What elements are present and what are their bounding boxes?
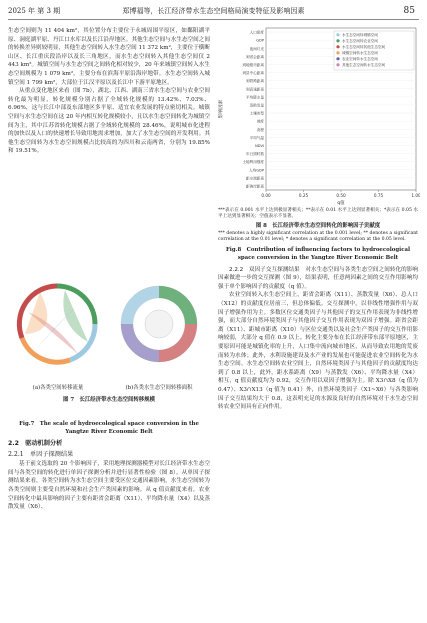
- subcaption-b: (b)各类水生态空间转移面积: [125, 385, 193, 391]
- legend-marker: [336, 51, 339, 54]
- legend-marker: [336, 63, 339, 66]
- paragraph: [218, 266, 418, 292]
- y-tick-label: 蒸散发量: [249, 103, 264, 108]
- left-column: [8, 27, 210, 156]
- page-header: [0, 0, 427, 22]
- figure-8-caption-cn: 图 8 长江经济带水生态空间转化的影响因子贡献度: [255, 222, 381, 229]
- factor-contribution-chart: [216, 24, 420, 208]
- legend-label: 水生态空间转农业空间: [342, 39, 378, 43]
- section-heading-2-2-2: 2.2.2 双因子交互探测结果: [229, 266, 300, 273]
- x-tick-label: 0.50: [336, 193, 346, 198]
- y-tick-label: 到铁路距离: [246, 79, 264, 84]
- y-tick-label: GDP: [256, 38, 264, 43]
- y-tick-label: 年日照时数: [246, 152, 264, 157]
- y-tick-label: 人口密度: [249, 30, 264, 35]
- journal-issue: 2025 年 第 3 期: [8, 7, 61, 15]
- right-column: [218, 208, 418, 412]
- x-tick-label: 0.75: [373, 193, 384, 198]
- y-tick-label: 平均气温: [249, 135, 264, 140]
- y-tick-label: 夜间灯光: [249, 46, 264, 51]
- y-tick-label: 高程: [256, 127, 264, 132]
- legend-label: 水生态空间转其他生态空间: [342, 45, 386, 49]
- figure-7-caption-en: Fig.7 The scale of hydroecological space conversion in the Yangtze River Economic Belt: [19, 421, 199, 435]
- y-tick-label: NDVI: [255, 143, 264, 148]
- legend-label: 城镇空间转水生态空间: [342, 51, 378, 55]
- paragraph-text: 对水生态空间与各类生态空间之间转化的影响因素做进一步的交互探测（图 9），结果表明，任意两因素之间的交互作用影响均强于单个影响因子的贡献度（q 值）。: [218, 266, 418, 290]
- legend-marker: [336, 39, 339, 42]
- y-tick-label: 到地级市距离: [242, 62, 264, 67]
- section-heading-2-2-1: 2.2.1 单因子探测结果: [8, 450, 74, 458]
- y-tick-label: 到县中心距离: [242, 71, 264, 76]
- y-tick-label: 土壤类型: [249, 111, 264, 116]
- legend-label: 农业空间转水生态空间: [342, 57, 378, 61]
- legend-marker: [336, 57, 339, 60]
- figure-7: [8, 272, 210, 420]
- chord-diagram: [10, 272, 105, 382]
- y-tick-label: 土地利用强度: [242, 160, 264, 165]
- legend-label: 水生态空间转城镇空间: [342, 33, 378, 37]
- y-tick-label: 人均GDP: [249, 168, 264, 173]
- y-tick-label: 到高速距离: [246, 87, 264, 92]
- figure-8-note-cn: ***表示在 0.001 水平上达到极显著相关；**表示在 0.01 水平上达到显著相关；*表示在 0.05 水平上达到显著相关；空值表示不显著。: [218, 208, 418, 220]
- y-tick-label: 到省会距离: [246, 54, 264, 59]
- y-tick-label: 距海岸距离: [246, 184, 264, 189]
- legend-label: 其他生态空间转水生态空间: [342, 63, 386, 67]
- figure-8-note-en: *** denotes a highly significant correlation at the 0.001 level; ** denotes a significant correlation at the 0.01 level; * denotes a significant correlation at the 0.05 level.: [218, 230, 418, 243]
- conversion-area-chart: [110, 272, 208, 382]
- x-axis-label: q值: [337, 201, 345, 206]
- legend-marker: [336, 45, 339, 48]
- figure-8-caption-en: Fig.8 Contribution of influencing factors to hydroecological space conversion in the Yangtze River Economic Belt: [225, 246, 411, 261]
- subcaption-a: (a)各类空间转移流量: [32, 385, 84, 391]
- x-tick-label: 1.00: [411, 193, 420, 198]
- y-axis-label: 影响因素: [219, 99, 224, 119]
- paragraph: 从重点变化地区来看（图 7b），湖北、江西、湖南三省水生态空间与农业空间转化最为明显，转化规模分别占据了全域转化规模的 13.42%、7.03%、6.96%，这与长江中部及东部地区多平原、适宜农业发展的特点密切相关。城镇空间与水生态空间在这 20 年内相互转化规模较小，且以水生态空间转化为城镇空间为主，其中江苏省转化规模占据了全域转化规模的 28.46%，说明城市化进程的加快以及人口的快速增长导致用地需求增加，加大了水生态空间的开发利用。其他生态空间转为水生态空间规模占比较高的为四川和云南两省，分别为 19.85% 和 19.51%。: [8, 88, 210, 155]
- y-tick-label: 平均降水量: [246, 95, 264, 100]
- x-tick-label: 0.00: [261, 193, 271, 198]
- legend-marker: [336, 33, 339, 36]
- figure-8: [216, 24, 420, 208]
- paragraph: 农业空间转入水生态空间上，距省会距离（X11）、蒸散发量（X6）、总人口（X12）的贡献度位居前三，但总体偏低。交互探测中，以非线性增强作用与双因子增强作用为主。多数区位交通类因子与其他因子的交互作用表现为非线性增强，而大部分自然环境类因子与其他因子交互作用表现为双因子增强。距省会距离（X11）、距城市距离（X10）与区位交通类以及社会生产类因子的交互作用影响较弱，大部分 q 值在 0.9 以上。转化主要分布在长江经济带东部平原地区，主要原因可能是城镇化率的上升，人口集中流向城市地区，从而导致农用地的荒废而转为水体；此外，水利设施建设及水产业的发展也可能促进农业空间转化为水生态空间。水生态空间转农业空间上，自然环境类因子与其他因子的贡献度均达到了 0.8 以上，此外，距水系距离（X9）与蒸散发（X6）、平均降水量（X4）相互，q 值贡献度均为 0.92，交互作用以双因子增强为主。除 X3∩X8（q 值为 0.47）、X3∩X13（q 值为 0.41）外，自然环境类因子（X1~X6）与各类影响因子交互结果均大于 0.8，这表明充足的水源及良好的自然环境对于水生态空间转农业空间具有正向作用。: [218, 292, 418, 411]
- figure-7-caption-cn: 图 7 长江经济带水生态空间转移规模: [63, 397, 155, 403]
- header-rule: [8, 19, 419, 20]
- paragraph: 生态空间则为 11 404 km²，其位置分布主要位于永城周围平原区，如鄱阳湖平原、洞庭湖平原、丹江口水库以及长江沿岸地区。其他生态空间与水生态空间之间的转换差异则较明显，其他生态空间转入水生态空间 11 372 km²，主要位于横断山区、长江重庆段沿岸以及长三角地区，而水生态空间转入其他生态空间仅 2 443 km²。城镇空间与水生态空间之间转化相对较少，20 年来城镇空间转入水生态空间规模为 1 079 km²，主要分布在滨海平原沿海岸地带。水生态空间转入城镇空间 1 799 km²，大部位于江汉平原以及长江中下游平原地区。: [8, 28, 210, 86]
- y-tick-label: 距水源距离: [246, 176, 264, 181]
- x-tick-label: 0.25: [298, 193, 309, 198]
- left-column-lower: [8, 420, 210, 512]
- paragraph: 基于前文选取的 20 个影响因子，采用地理探测器模型对长江经济带水生态空间与各类空间的转化进行单因子探测分析并进行显著性检验（图 8）。从单因子探测结果来看，各类空间转为水生态空间主要受区位交通因素影响，水生态空间转为各类空间则主要受自然环境和社会生产类因素的影响。从 q 值贡献度来看，农业空间转化中最具影响的因子主要有距省会距离（X11）、平均降水量（X4）以及蒸散发量（X6）、: [8, 461, 210, 511]
- section-heading-2-2: 2.2 驱动机制分析: [8, 440, 63, 447]
- running-title: 郑博福等，长江经济带水生态空间格局演变特征及影响因素: [122, 7, 305, 15]
- page-number: 85: [403, 6, 415, 16]
- y-tick-label: 坡度: [256, 119, 264, 124]
